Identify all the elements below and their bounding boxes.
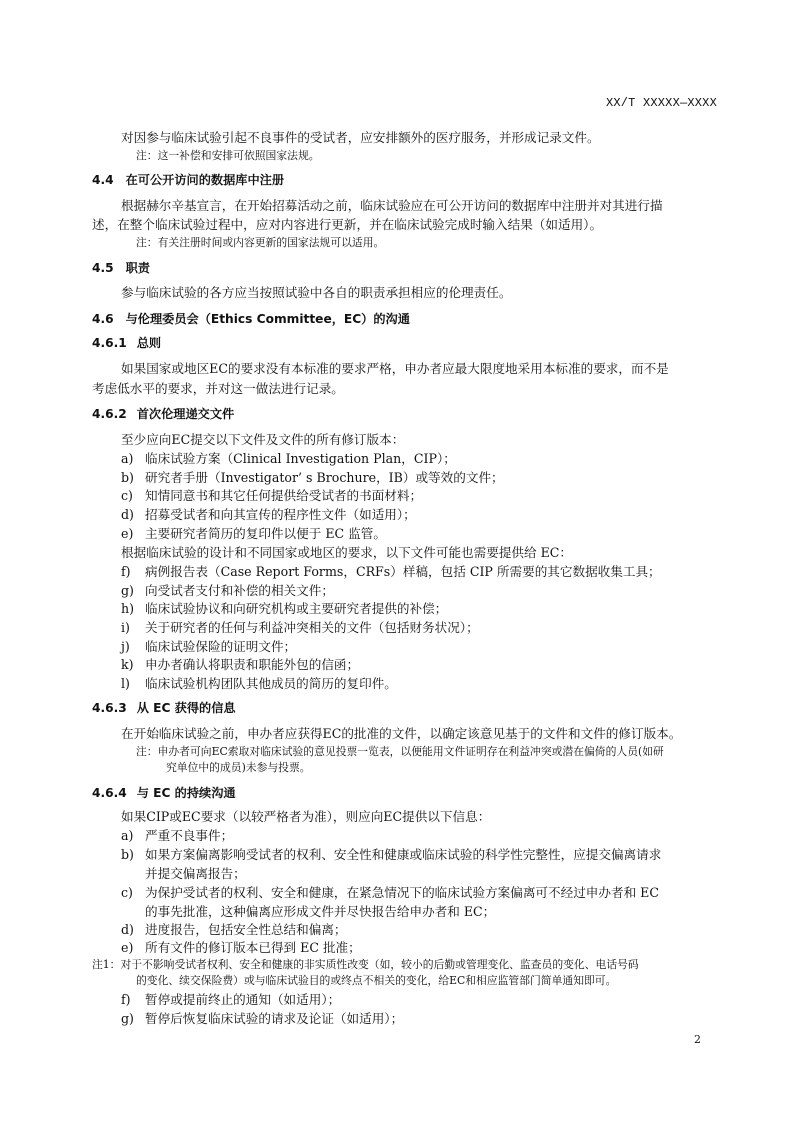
paragraph: 根据赫尔辛基宣言，在开始招募活动之前，临床试验应在可公开访问的数据库中注册并对其进行描 bbox=[121, 198, 663, 213]
note-continued: 究单位中的成员)未参与投票。 bbox=[166, 761, 311, 774]
section-number: 4.6.1 bbox=[92, 336, 127, 350]
list-item: c) 为保护受试者的权利、安全和健康，在紧急情况下的临床试验方案偏离可不经过申办者和 EC bbox=[121, 885, 659, 900]
note: 注：申办者可向EC索取对临床试验的意见投票一览表，以便能用文件证明存在利益冲突或潜在偏倚的人员(如研 bbox=[136, 745, 664, 758]
list-item: f) 病例报告表（Case Report Forms，CRFs）样稿，包括 CIP 所需要的其它数据收集工具； bbox=[121, 564, 661, 579]
list-item: d) 招募受试者和向其宣传的程序性文件（如适用）； bbox=[121, 507, 416, 522]
list-item: f) 暂停或提前终止的通知（如适用）； bbox=[121, 992, 341, 1007]
paragraph: 如果国家或地区EC的要求没有本标准的要求严格，申办者应最大限度地采用本标准的要求，而不是 bbox=[121, 361, 669, 376]
list-item: d) 进度报告，包括安全性总结和偏离； bbox=[121, 922, 347, 937]
list-item: c) 知情同意书和其它任何提供给受试者的书面材料； bbox=[121, 488, 423, 503]
section-heading-4-6-1 bbox=[92, 335, 161, 351]
page-number: 2 bbox=[694, 1033, 701, 1046]
section-number: 4.6.4 bbox=[92, 786, 127, 800]
section-title: 职责 bbox=[125, 261, 150, 275]
list-item-continued: 的事先批准，这种偏离应形成文件并尽快报告给申办者和 EC； bbox=[145, 904, 496, 919]
note-continued: 的变化、续交保险费）或与临床试验目的或终点不相关的变化，给EC和相应监管部门简单通知即可。 bbox=[136, 974, 617, 987]
section-heading-4-5 bbox=[92, 260, 150, 276]
section-number: 4.4 bbox=[92, 173, 114, 187]
paragraph: 根据临床试验的设计和不同国家或地区的要求，以下文件可能也需要提供给 EC： bbox=[121, 545, 573, 560]
list-item: j) 临床试验保险的证明文件； bbox=[121, 639, 297, 654]
list-item: b) 研究者手册（Investigator’ s Brochure，IB）或等效的文件； bbox=[121, 470, 504, 485]
note: 注：有关注册时间或内容更新的国家法规可以适用。 bbox=[136, 236, 385, 249]
list-item: e) 主要研究者简历的复印件以便于 EC 监管。 bbox=[121, 526, 386, 541]
list-item: g) 暂停后恢复临床试验的请求及论证（如适用）； bbox=[121, 1011, 404, 1026]
section-number: 4.6.2 bbox=[92, 407, 127, 421]
list-item: k) 申办者确认将职责和职能外包的信函； bbox=[121, 657, 360, 672]
paragraph: 如果CIP或EC要求（以较严格者为准），则应向EC提供以下信息： bbox=[121, 809, 491, 824]
section-number: 4.5 bbox=[92, 261, 114, 275]
list-item: a) 临床试验方案（Clinical Investigation Plan，CIP）； bbox=[121, 451, 456, 466]
list-item: i) 关于研究者的任何与利益冲突相关的文件（包括财务状况）； bbox=[121, 620, 479, 635]
section-heading-4-6 bbox=[92, 311, 410, 327]
note: 注1：对于不影响受试者权利、安全和健康的非实质性改变（如，较小的后勤或管理变化、监查员的变化、电话号码 bbox=[92, 958, 639, 971]
section-heading-4-6-4 bbox=[92, 785, 236, 801]
section-title: 首次伦理递交文件 bbox=[136, 407, 235, 421]
note: 注：这一补偿和安排可依照国家法规。 bbox=[136, 149, 320, 162]
paragraph-continued: 述，在整个临床试验过程中，应对内容进行更新，并在临床试验完成时输入结果（如适用）。 bbox=[92, 217, 603, 232]
section-heading-4-4 bbox=[92, 172, 284, 188]
document-code: XX/T XXXXX—XXXX bbox=[605, 96, 717, 110]
list-item: g) 向受试者支付和补偿的相关文件； bbox=[121, 583, 334, 598]
section-title: 在可公开访问的数据库中注册 bbox=[125, 173, 285, 187]
section-title: 总则 bbox=[136, 336, 162, 350]
section-number: 4.6 bbox=[92, 312, 114, 326]
section-heading-4-6-3 bbox=[92, 700, 236, 716]
list-item: e) 所有文件的修订版本已得到 EC 批准； bbox=[121, 940, 361, 955]
paragraph-continued: 考虑低水平的要求，并对这一做法进行记录。 bbox=[92, 381, 344, 396]
list-item: a) 严重不良事件； bbox=[121, 828, 234, 843]
paragraph: 对因参与临床试验引起不良事件的受试者，应安排额外的医疗服务，并形成记录文件。 bbox=[121, 130, 600, 145]
paragraph: 参与临床试验的各方应当按照试验中各自的职责承担相应的伦理责任。 bbox=[121, 285, 512, 300]
list-item: h) 临床试验协议和向研究机构或主要研究者提供的补偿； bbox=[121, 601, 448, 616]
paragraph: 在开始临床试验之前，申办者应获得EC的批准的文件，以确定该意见基于的文件和文件的修订版本。 bbox=[121, 726, 682, 741]
section-heading-4-6-2 bbox=[92, 406, 234, 422]
list-item: b) 如果方案偏离影响受试者的权利、安全性和健康或临床试验的科学性完整性，应提交偏离请求 bbox=[121, 847, 662, 862]
section-title: 与 EC 的持续沟通 bbox=[136, 786, 236, 800]
section-title: 从 EC 获得的信息 bbox=[136, 701, 236, 715]
paragraph: 至少应向EC提交以下文件及文件的所有修订版本： bbox=[121, 432, 405, 447]
list-item: l) 临床试验机构团队其他成员的简历的复印件。 bbox=[121, 676, 397, 691]
list-item-continued: 并提交偏离报告； bbox=[145, 866, 246, 881]
section-title: 与伦理委员会（Ethics Committee，EC）的沟通 bbox=[125, 312, 410, 326]
section-number: 4.6.3 bbox=[92, 701, 127, 715]
